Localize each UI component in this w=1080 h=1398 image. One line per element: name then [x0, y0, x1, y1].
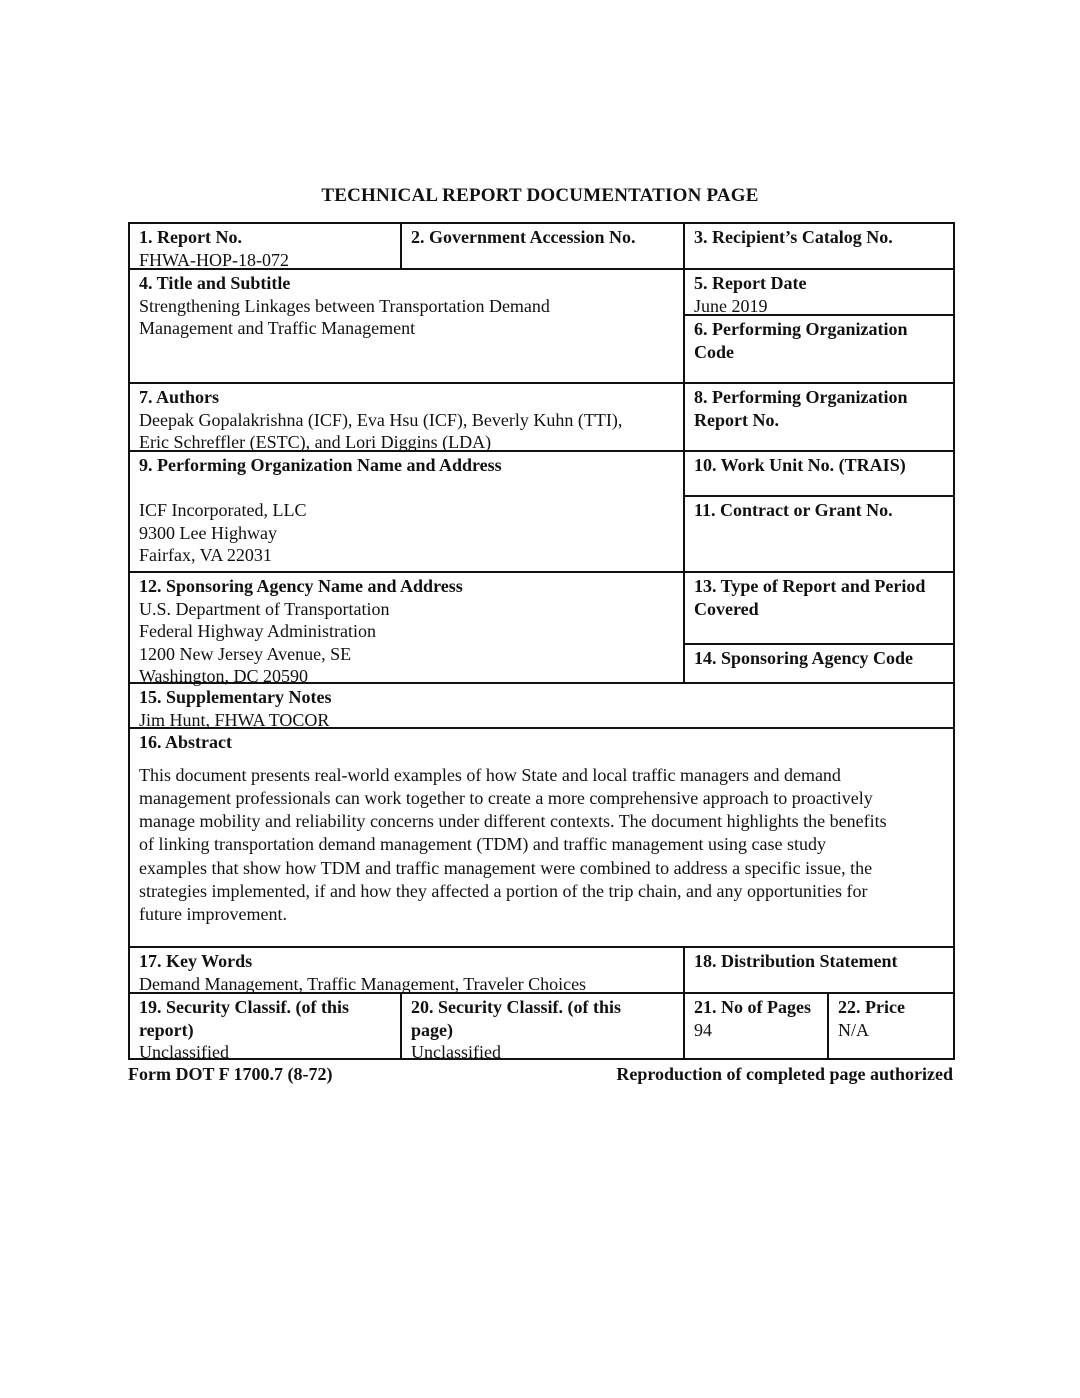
field-label: Covered: [694, 598, 759, 619]
field-label: 22. Price: [838, 997, 905, 1017]
field-label: 14. Sponsoring Agency Code: [694, 648, 914, 668]
page-count: 94: [694, 1019, 712, 1040]
field-label: 3. Recipient’s Catalog No.: [694, 227, 893, 247]
field-label: 11. Contract or Grant No.: [694, 500, 893, 520]
field-distribution: [685, 948, 953, 975]
abstract-text: [139, 764, 944, 927]
address-line: Fairfax, VA 22031: [139, 545, 272, 565]
documentation-form: [128, 222, 955, 1060]
abstract-line: manage mobility and reliability concerns under different contexts. The document highlights the benefits: [139, 811, 887, 832]
field-report-date: [685, 270, 953, 319]
field-label: 17. Key Words: [139, 951, 253, 971]
authors-line: Eric Schreffler (ESTC), and Lori Diggins (LDA): [139, 432, 492, 452]
field-catalog-no: [685, 224, 953, 251]
field-label: 7. Authors: [139, 387, 220, 407]
field-sponsor-code: [685, 645, 953, 672]
field-abstract: [130, 729, 953, 929]
form-id: Form DOT F 1700.7 (8-72): [128, 1064, 333, 1084]
address-line: ICF Incorporated, LLC: [139, 500, 307, 520]
field-label: 6. Performing Organization: [694, 319, 908, 339]
abstract-line: This document presents real-world examples of how State and local traffic managers and demand: [139, 764, 841, 785]
address-line: 9300 Lee Highway: [139, 522, 277, 543]
security-report-value: Unclassified: [139, 1042, 229, 1062]
field-pages: [685, 994, 827, 1043]
abstract-line: of linking transportation demand management (TDM) and traffic management using case study: [139, 834, 826, 855]
field-authors: [130, 384, 683, 456]
key-words: Demand Management, Traffic Management, Traveler Choices: [139, 973, 587, 994]
field-price: [829, 994, 953, 1043]
page-title: TECHNICAL REPORT DOCUMENTATION PAGE: [321, 185, 759, 206]
field-label: 4. Title and Subtitle: [139, 273, 291, 293]
abstract-line: strategies implemented, if and how they affected a portion of the trip chain, and any opportunities for: [139, 880, 868, 901]
price: N/A: [838, 1019, 869, 1040]
field-label: 16. Abstract: [139, 732, 232, 752]
reproduction-note: Reproduction of completed page authorized: [616, 1064, 953, 1084]
field-label: 1. Report No.: [139, 227, 242, 247]
field-security-page: [402, 994, 683, 1066]
field-label: 10. Work Unit No. (TRAIS): [694, 455, 906, 475]
security-page-value: Unclassified: [411, 1042, 501, 1062]
field-label: 19. Security Classif. (of this: [139, 997, 349, 1017]
abstract-line: examples that show how TDM and traffic management were combined to address a specific issue, the: [139, 857, 873, 878]
field-label: Report No.: [694, 409, 779, 430]
sponsor-line: Federal Highway Administration: [139, 621, 376, 641]
abstract-line: future improvement.: [139, 904, 287, 925]
title-line: Management and Traffic Management: [139, 318, 416, 338]
report-date: June 2019: [694, 295, 768, 316]
sponsor-line: Washington, DC 20590: [139, 666, 309, 686]
report-number: FHWA-HOP-18-072: [139, 249, 289, 270]
field-label: 13. Type of Report and Period: [694, 576, 926, 596]
notes-text: Jim Hunt, FHWA TOCOR: [139, 709, 330, 730]
field-label: page): [411, 1019, 453, 1040]
field-label: 21. No of Pages: [694, 997, 811, 1017]
field-label: 2. Government Accession No.: [411, 227, 636, 247]
field-report-no: [130, 224, 400, 273]
field-label: 8. Performing Organization: [694, 387, 908, 407]
field-sponsor-address: [130, 573, 683, 690]
authors-line: Deepak Gopalakrishna (ICF), Eva Hsu (ICF), Beverly Kuhn (TTI),: [139, 409, 623, 430]
field-label: 12. Sponsoring Agency Name and Address: [139, 576, 463, 596]
title-line: Strengthening Linkages between Transportation Demand: [139, 295, 550, 316]
field-perf-org-report: [685, 384, 953, 433]
field-label: 20. Security Classif. (of this: [411, 997, 621, 1017]
field-label: report): [139, 1019, 194, 1040]
field-supplementary-notes: [130, 684, 953, 733]
field-title: [130, 270, 683, 342]
field-key-words: [130, 948, 683, 997]
field-work-unit: [685, 452, 953, 479]
field-contract: [685, 497, 953, 524]
field-perf-org-address: [130, 452, 683, 569]
field-perf-org-code: [685, 316, 953, 365]
field-label: 9. Performing Organization Name and Address: [139, 455, 502, 475]
field-label: 18. Distribution Statement: [694, 951, 898, 971]
field-label: 15. Supplementary Notes: [139, 687, 332, 707]
field-label: Code: [694, 341, 734, 362]
field-gov-accession: [402, 224, 683, 251]
field-label: 5. Report Date: [694, 273, 807, 293]
sponsor-line: 1200 New Jersey Avenue, SE: [139, 643, 352, 664]
field-report-type: [685, 573, 953, 622]
abstract-line: management professionals can work together to create a more comprehensive approach to proactively: [139, 787, 873, 808]
sponsor-line: U.S. Department of Transportation: [139, 598, 390, 619]
field-security-report: [130, 994, 400, 1066]
